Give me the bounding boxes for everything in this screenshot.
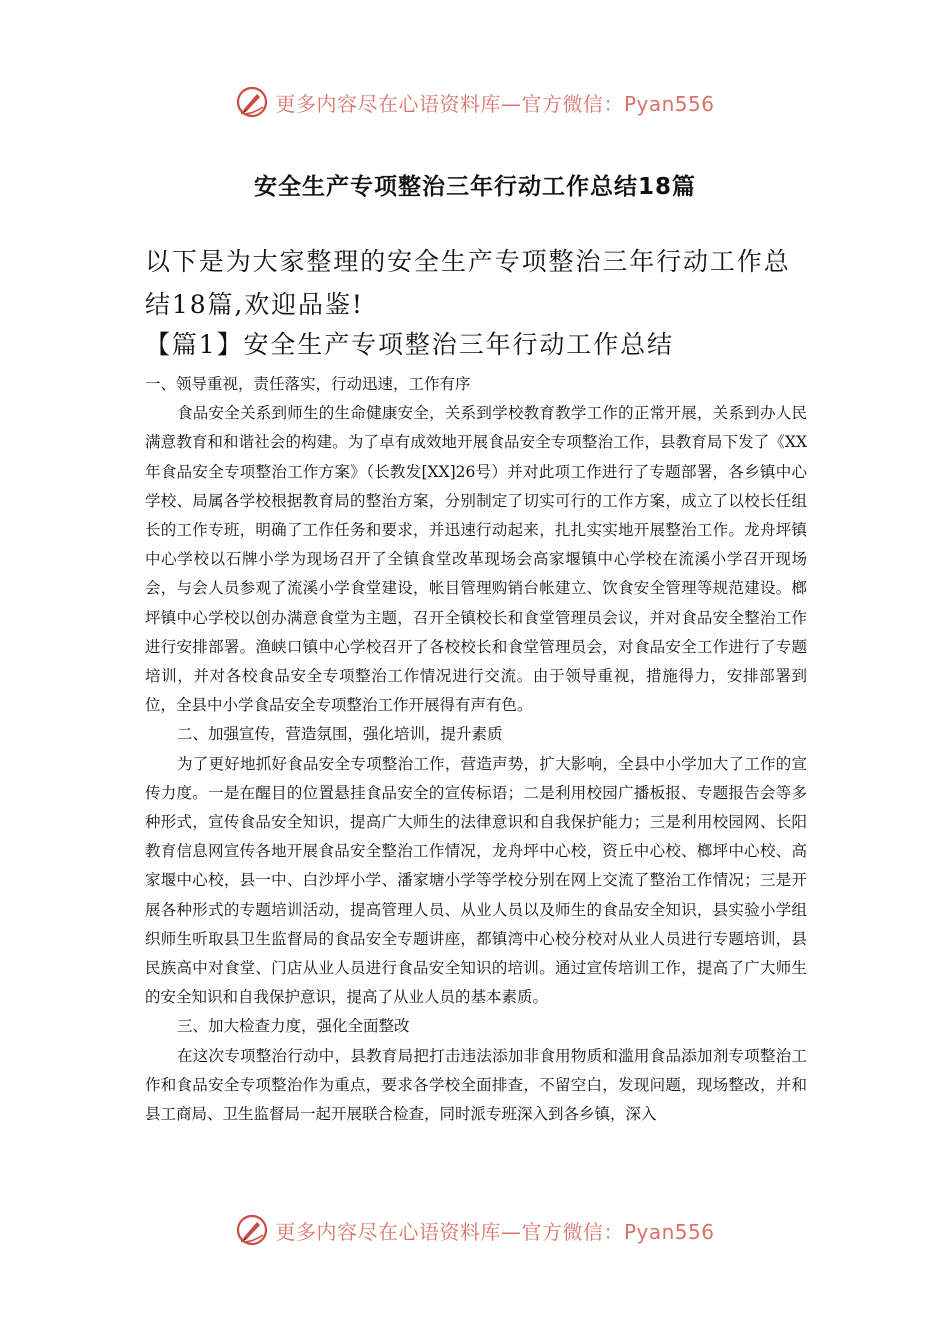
intro-paragraph: 以下是为大家整理的安全生产专项整治三年行动工作总结18篇,欢迎品鉴!: [145, 247, 791, 319]
pen-logo-icon: [235, 85, 269, 119]
section-heading-2: 二、加强宣传，营造氛围，强化培训，提升素质: [177, 725, 503, 744]
section-paragraph-3: 在这次专项整治行动中，县教育局把打击违法添加非食用物质和滥用食品添加剂专项整治工作和食品安全专项整治作为重点，要求各学校全面排查，不留空白，发现问题，现场整改，并和县工商局、卫生监督局一起开展联合检查，同时派专班深入到各乡镇，深入: [145, 1046, 807, 1124]
chapter-heading: 【篇1】安全生产专项整治三年行动工作总结: [145, 330, 674, 359]
section-paragraph-1: 食品安全关系到师生的生命健康安全，关系到学校教育教学工作的正常开展，关系到办人民满意教育和和谐社会的构建。为了卓有成效地开展食品安全专项整治工作，县教育局下发了《XX年食品安全专项整治工作方案》（长教发[XX]26号）并对此项工作进行了专题部署，各乡镇中心学校、局属各学校根据教育局的整治方案，分别制定了切实可行的工作方案，成立了以校长任组长的工作专班，明确了工作任务和要求，并迅速行动起来，扎扎实实地开展整治工作。龙舟坪镇中心学校以石牌小学为现场召开了全镇食堂改革现场会高家堰镇中心学校在流溪小学召开现场会，与会人员参观了流溪小学食堂建设，帐目管理购销台帐建立、饮食安全管理等规范建设。榔坪镇中心学校以创办满意食堂为主题，召开全镇校长和食堂管理员会议，并对食品安全整治工作进行安排部署。渔峡口镇中心学校召开了各校校长和食堂管理员会，对食品安全工作进行了专题培训，并对各校食品安全专项整治工作情况进行交流。由于领导重视，措施得力，安排部署到位，全县中小学食品安全专项整治工作开展得有声有色。: [145, 404, 807, 715]
banner-content: [235, 85, 714, 119]
document-title: 安全生产专项整治三年行动工作总结18篇: [253, 174, 696, 200]
pen-logo-icon: [235, 1213, 269, 1247]
banner-content: [235, 1213, 714, 1247]
header-banner: [0, 84, 950, 120]
banner-text: 更多内容尽在心语资料库—官方微信：Pyan556: [275, 91, 715, 116]
footer-banner: [0, 1212, 950, 1248]
banner-text: 更多内容尽在心语资料库—官方微信：Pyan556: [275, 1219, 715, 1244]
document-body: [145, 370, 807, 1129]
section-heading-3: 三、加大检查力度，强化全面整改: [177, 1017, 410, 1036]
section-paragraph-2: 为了更好地抓好食品安全专项整治工作，营造声势，扩大影响，全县中小学加大了工作的宣传力度。一是在醒目的位置悬挂食品安全的宣传标语；二是利用校园广播板报、专题报告会等多种形式，宣传食品安全知识，提高广大师生的法律意识和自我保护能力；三是利用校园网、长阳教育信息网宣传各地开展食品安全整治工作情况，龙舟坪中心校，资丘中心校、榔坪中心校、高家堰中心校，县一中、白沙坪小学、潘家塘小学等学校分别在网上交流了整治工作情况；三是开展各种形式的专题培训活动，提高管理人员、从业人员以及师生的食品安全知识，县实验小学组织师生听取县卫生监督局的食品安全专题讲座，都镇湾中心校分校对从业人员进行专题培训，县民族高中对食堂、门店从业人员进行食品安全知识的培训。通过宣传培训工作，提高了广大师生的安全知识和自我保护意识，提高了从业人员的基本素质。: [145, 754, 807, 1007]
section-heading-1: 一、领导重视，责任落实，行动迅速，工作有序: [145, 375, 471, 393]
